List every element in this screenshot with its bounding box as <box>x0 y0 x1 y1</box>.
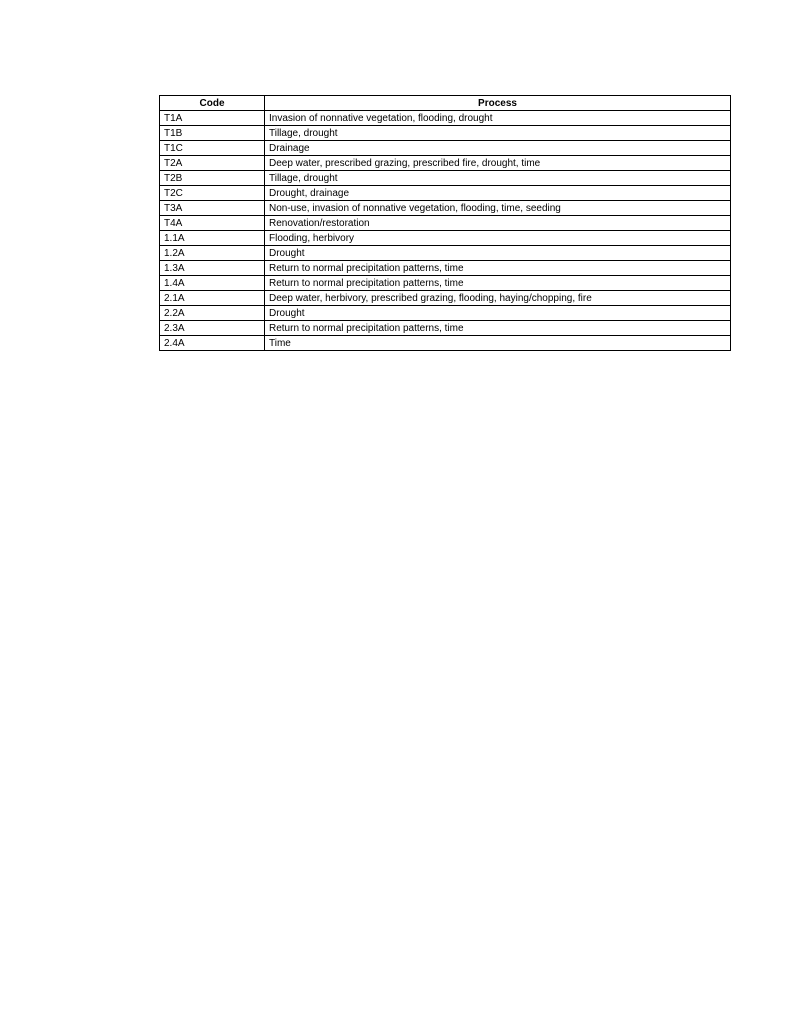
table-row <box>160 186 731 201</box>
table-row <box>160 291 731 306</box>
process-table <box>159 95 731 351</box>
cell-code: T2B <box>160 171 265 186</box>
cell-code: T1C <box>160 141 265 156</box>
table-row <box>160 171 731 186</box>
cell-code: T1B <box>160 126 265 141</box>
table-row <box>160 321 731 336</box>
header-code: Code <box>160 96 265 111</box>
cell-process: Flooding, herbivory <box>265 231 731 246</box>
cell-process: Tillage, drought <box>265 126 731 141</box>
table-row <box>160 216 731 231</box>
cell-code: T1A <box>160 111 265 126</box>
cell-process: Drainage <box>265 141 731 156</box>
cell-process: Return to normal precipitation patterns, time <box>265 276 731 291</box>
cell-code: T4A <box>160 216 265 231</box>
table-header-row <box>160 96 731 111</box>
table-row <box>160 156 731 171</box>
table-row <box>160 276 731 291</box>
table-row <box>160 126 731 141</box>
cell-process: Tillage, drought <box>265 171 731 186</box>
table-row <box>160 111 731 126</box>
table-row <box>160 336 731 351</box>
cell-code: 2.2A <box>160 306 265 321</box>
cell-process: Invasion of nonnative vegetation, flooding, drought <box>265 111 731 126</box>
cell-process: Return to normal precipitation patterns, time <box>265 261 731 276</box>
table-row <box>160 141 731 156</box>
cell-process: Deep water, herbivory, prescribed grazing, flooding, haying/chopping, fire <box>265 291 731 306</box>
cell-process: Return to normal precipitation patterns, time <box>265 321 731 336</box>
cell-code: 2.3A <box>160 321 265 336</box>
cell-code: 1.2A <box>160 246 265 261</box>
cell-code: T2A <box>160 156 265 171</box>
cell-process: Non-use, invasion of nonnative vegetation, flooding, time, seeding <box>265 201 731 216</box>
cell-code: T3A <box>160 201 265 216</box>
cell-process: Deep water, prescribed grazing, prescribed fire, drought, time <box>265 156 731 171</box>
cell-code: 2.1A <box>160 291 265 306</box>
cell-process: Drought, drainage <box>265 186 731 201</box>
table-row <box>160 306 731 321</box>
cell-process: Drought <box>265 246 731 261</box>
cell-process: Drought <box>265 306 731 321</box>
table-row <box>160 231 731 246</box>
cell-process: Renovation/restoration <box>265 216 731 231</box>
table-row <box>160 201 731 216</box>
cell-process: Time <box>265 336 731 351</box>
cell-code: 1.3A <box>160 261 265 276</box>
cell-code: T2C <box>160 186 265 201</box>
table-row <box>160 246 731 261</box>
table-row <box>160 261 731 276</box>
cell-code: 2.4A <box>160 336 265 351</box>
header-process: Process <box>265 96 731 111</box>
cell-code: 1.4A <box>160 276 265 291</box>
cell-code: 1.1A <box>160 231 265 246</box>
